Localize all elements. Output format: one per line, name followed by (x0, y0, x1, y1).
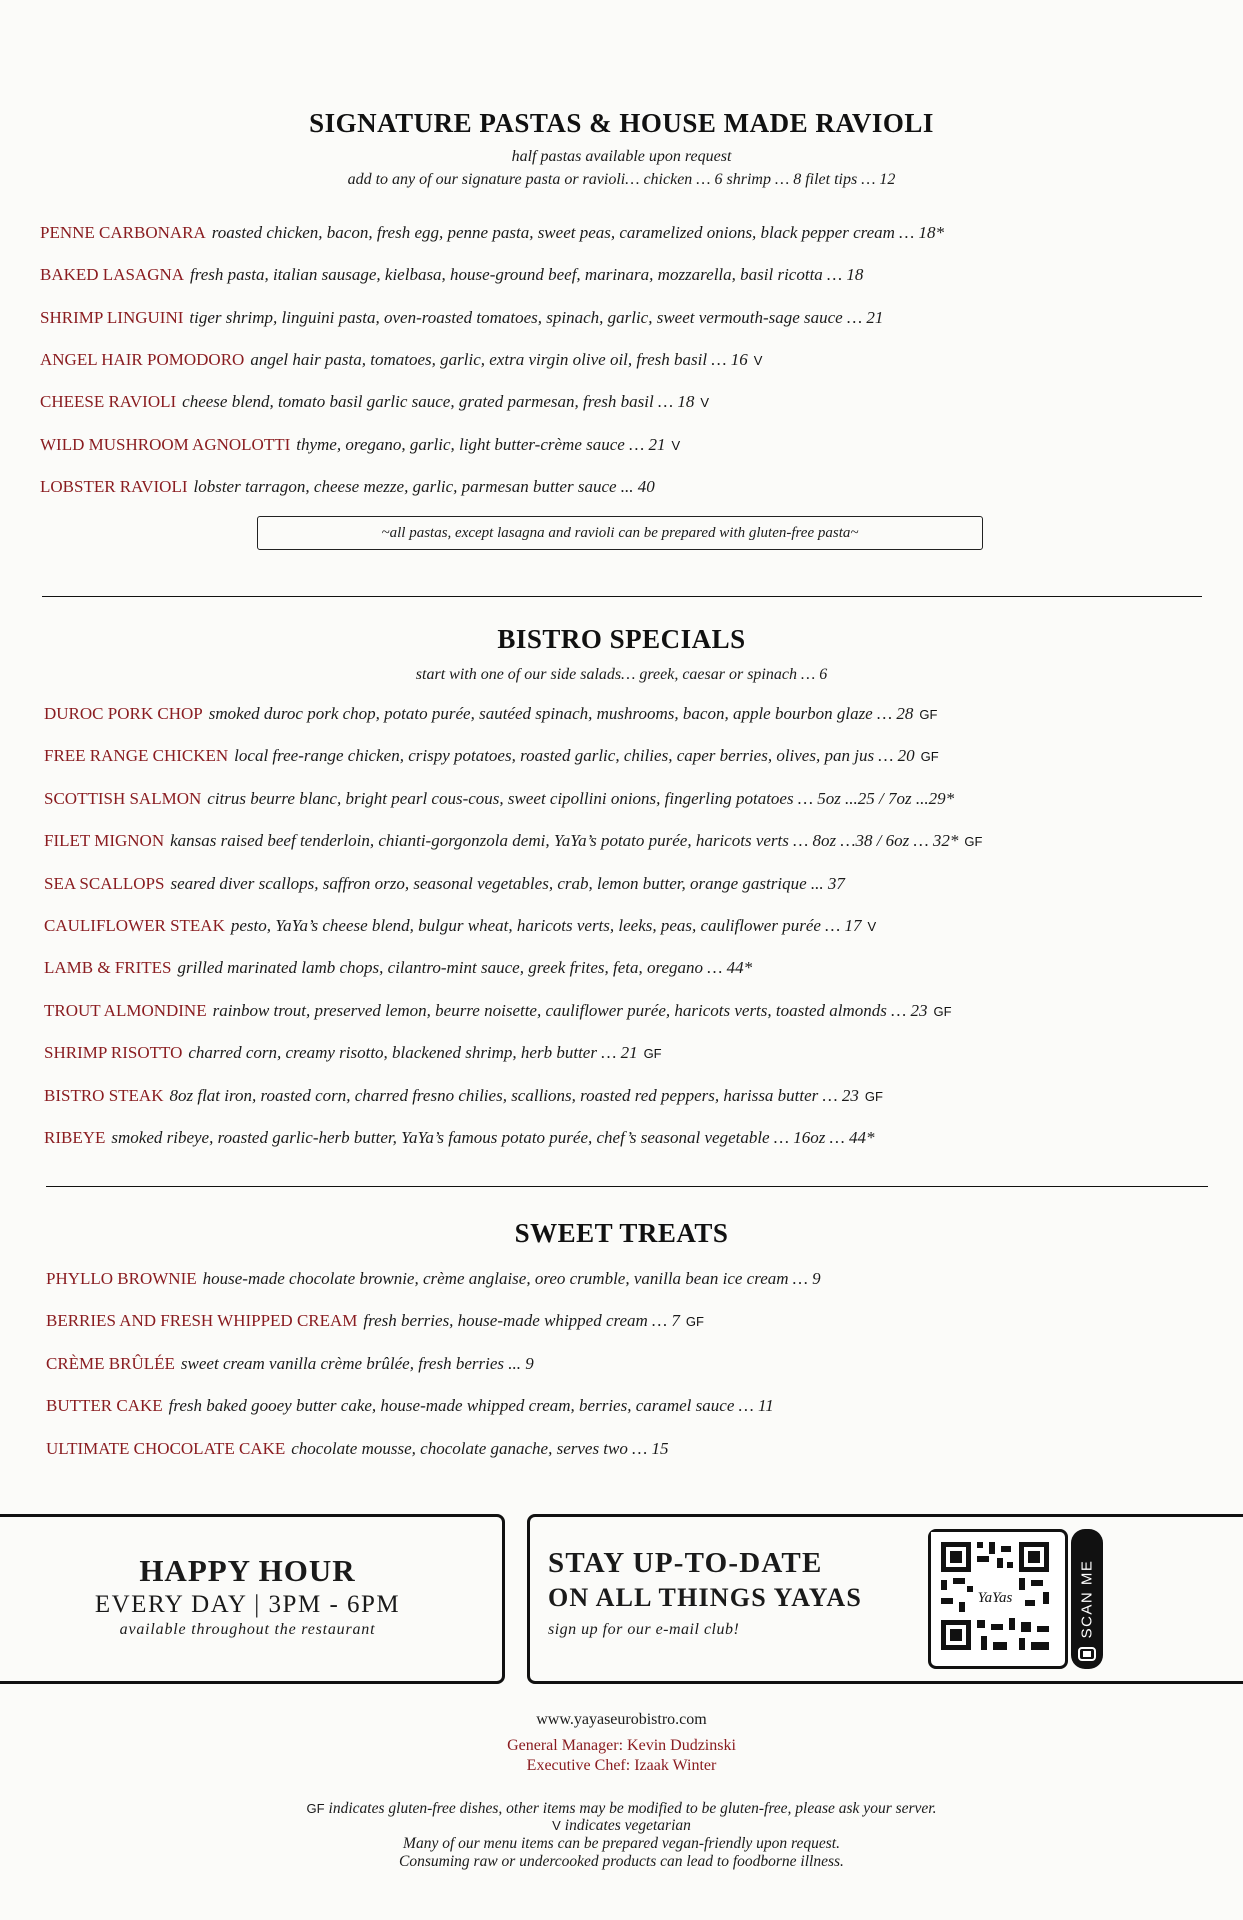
happy-hour-time: EVERY DAY | 3PM - 6PM (94, 1591, 401, 1618)
vegetarian-tag: V (700, 395, 709, 411)
happy-hour-note: available throughout the restaurant (119, 1621, 376, 1638)
menu-item-description: grilled marinated lamb chops, cilantro-mint sauce, greek frites, feta, oregano … 44* (177, 958, 753, 978)
menu-item-description: sweet cream vanilla crème brûlée, fresh berries ... 9 (180, 1353, 534, 1373)
menu-item (40, 265, 863, 285)
menu-item-name: PENNE CARBONARA (40, 223, 206, 242)
menu-item-name: CHEESE RAVIOLI (40, 392, 177, 412)
menu-item-description: 8oz flat iron, roasted corn, charred fresno chilies, scallions, roasted red peppers, harissa butter … 23 (169, 1085, 859, 1105)
menu-item-description: rainbow trout, preserved lemon, beurre noisette, cauliflower purée, haricots verts, toasted almonds … 23 (212, 1000, 928, 1020)
menu-item-name: DUROC PORK CHOP (44, 704, 203, 723)
menu-item-name: WILD MUSHROOM AGNOLOTTI (40, 434, 291, 454)
menu-item-name: BUTTER CAKE (46, 1396, 163, 1416)
menu-item (40, 392, 709, 413)
menu-item-description: cheese blend, tomato basil garlic sauce, grated parmesan, fresh basil … 18 (182, 392, 695, 412)
menu-item (44, 1086, 883, 1107)
scan-me-label: SCAN ME (1078, 1559, 1096, 1639)
menu-item (46, 1354, 534, 1374)
divider-2 (46, 1186, 1208, 1187)
menu-item-name: BISTRO STEAK (44, 1085, 164, 1105)
gluten-free-tag: GF (685, 1314, 704, 1330)
general-manager: General Manager: Kevin Dudzinski (507, 1737, 736, 1754)
email-club-note: sign up for our e-mail club! (548, 1621, 740, 1638)
qr-code-icon (931, 1532, 1059, 1660)
gluten-free-tag: GF (920, 749, 939, 765)
qr-logo: YaYas (977, 1590, 1013, 1606)
raw-food-warning: Consuming raw or undercooked products can lead to foodborne illness. (399, 1853, 844, 1870)
menu-item (40, 308, 883, 328)
menu-item-description: thyme, oregano, garlic, light butter-crème sauce … 21 (296, 434, 666, 454)
phone-icon (1078, 1647, 1096, 1661)
v-legend-text: indicates vegetarian (564, 1817, 691, 1834)
menu-item-description: fresh pasta, italian sausage, kielbasa, house-ground beef, marinara, mozzarella, basil ricotta … 18 (190, 265, 864, 285)
stay-title-2: ON ALL THINGS YAYAS (548, 1583, 863, 1612)
menu-item (40, 350, 762, 371)
happy-hour-title: HAPPY HOUR (139, 1553, 356, 1588)
menu-item-description: smoked duroc pork chop, potato purée, sautéed spinach, mushrooms, bacon, apple bourbon glaze … 28 (208, 704, 914, 723)
menu-item-name: ANGEL HAIR POMODORO (40, 349, 245, 369)
gluten-free-tag: GF (643, 1046, 662, 1062)
menu-item-name: SEA SCALLOPS (44, 873, 165, 893)
menu-item-name: SCOTTISH SALMON (44, 788, 202, 808)
pastas-title: SIGNATURE PASTAS & HOUSE MADE RAVIOLI (309, 108, 934, 138)
menu-item-description: fresh baked gooey butter cake, house-made whipped cream, berries, caramel sauce … 11 (168, 1396, 774, 1416)
pastas-subtitle-1: half pastas available upon request (511, 148, 732, 165)
menu-item (40, 223, 944, 243)
menu-item (40, 477, 655, 497)
menu-item (44, 916, 876, 937)
gf-legend-tag: GF (306, 1801, 325, 1816)
menu-item-description: fresh berries, house-made whipped cream … 7 (363, 1311, 680, 1331)
menu-item-name: CAULIFLOWER STEAK (44, 916, 225, 935)
v-legend-tag: V (552, 1818, 561, 1833)
bistro-title: BISTRO SPECIALS (497, 624, 746, 654)
menu-item (44, 1001, 952, 1022)
menu-item-description: tiger shrimp, linguini pasta, oven-roasted tomatoes, spinach, garlic, sweet vermouth-sage sauce … 21 (189, 307, 884, 327)
qr-code[interactable] (928, 1529, 1068, 1669)
menu-item-name: BAKED LASAGNA (40, 265, 185, 285)
gluten-free-pasta-note: ~all pastas, except lasagna and ravioli can be prepared with gluten-free pasta~ (257, 516, 983, 550)
v-legend (0, 1817, 1243, 1835)
pastas-subtitle-2: add to any of our signature pasta or ravioli… chicken … 6 shrimp … 8 filet tips … 12 (347, 171, 896, 188)
menu-item-description: kansas raised beef tenderloin, chianti-gorgonzola demi, YaYa’s potato purée, haricots verts … 8oz …38 / 6oz … 32* (170, 831, 959, 851)
menu-item-name: SHRIMP LINGUINI (40, 307, 184, 327)
menu-item-description: lobster tarragon, cheese mezze, garlic, parmesan butter sauce ... 40 (193, 476, 655, 496)
stay-title-1: STAY UP-TO-DATE (548, 1547, 823, 1579)
menu-item (46, 1269, 821, 1289)
sweets-title: SWEET TREATS (514, 1218, 729, 1248)
happy-hour-panel (0, 1514, 505, 1684)
menu-item-description: seared diver scallops, saffron orzo, seasonal vegetables, crab, lemon butter, orange gastrique ... 37 (170, 873, 845, 893)
gluten-free-tag: GF (933, 1003, 952, 1019)
vegan-note: Many of our menu items can be prepared vegan-friendly upon request. (403, 1835, 840, 1852)
gluten-free-tag: GF (919, 707, 938, 722)
menu-item-name: RIBEYE (44, 1128, 106, 1147)
gluten-free-tag: GF (864, 1088, 883, 1104)
menu-item-description: charred corn, creamy risotto, blackened shrimp, herb butter … 21 (188, 1043, 638, 1063)
menu-item-description: citrus beurre blanc, bright pearl cous-cous, sweet cipollini onions, fingerling potatoes … 5oz ...25 / 7oz ...29* (207, 788, 955, 808)
menu-item-name: PHYLLO BROWNIE (46, 1269, 197, 1288)
menu-item-name: FILET MIGNON (44, 831, 165, 851)
menu-item (46, 1396, 774, 1416)
menu-item (46, 1439, 669, 1459)
menu-item (44, 874, 845, 894)
menu-item-description: smoked ribeye, roasted garlic-herb butter, YaYa’s famous potato purée, chef’s seasonal vegetable … 16oz … 44* (111, 1128, 875, 1147)
menu-item-description: roasted chicken, bacon, fresh egg, penne pasta, sweet peas, caramelized onions, black pepper cream … 18* (211, 223, 945, 242)
menu-item-description: chocolate mousse, chocolate ganache, serves two … 15 (291, 1438, 669, 1458)
menu-item-description: angel hair pasta, tomatoes, garlic, extra virgin olive oil, fresh basil … 16 (250, 349, 748, 369)
vegetarian-tag: V (867, 919, 877, 934)
menu-item-name: LAMB & FRITES (44, 958, 172, 978)
menu-item (44, 704, 937, 725)
menu-item-description: local free-range chicken, crispy potatoes, roasted garlic, chilies, caper berries, olives, pan jus … 20 (234, 746, 915, 766)
menu-item-name: BERRIES AND FRESH WHIPPED CREAM (46, 1311, 358, 1331)
divider-1 (42, 596, 1202, 597)
menu-item (44, 958, 752, 978)
menu-item (44, 789, 954, 809)
bistro-subtitle: start with one of our side salads… greek, caesar or spinach … 6 (415, 666, 828, 683)
menu-item (44, 1043, 662, 1064)
menu-item-description: pesto, YaYa’s cheese blend, bulgur wheat, haricots verts, leeks, peas, cauliflower purée … 17 (230, 916, 862, 935)
gluten-free-tag: GF (964, 834, 983, 850)
gf-legend (0, 1800, 1243, 1818)
menu-item-description: house-made chocolate brownie, crème anglaise, oreo crumble, vanilla bean ice cream … 9 (202, 1269, 821, 1288)
website[interactable]: www.yayaseurobistro.com (536, 1711, 707, 1728)
menu-item (46, 1311, 704, 1332)
menu-item-name: ULTIMATE CHOCOLATE CAKE (46, 1438, 286, 1458)
menu-item-name: CRÈME BRÛLÉE (46, 1353, 175, 1373)
menu-item-name: TROUT ALMONDINE (44, 1000, 207, 1020)
menu-item (40, 435, 680, 456)
menu-item (44, 746, 939, 767)
menu-item-name: SHRIMP RISOTTO (44, 1043, 183, 1063)
scan-me-tab[interactable] (1071, 1529, 1103, 1669)
executive-chef: Executive Chef: Izaak Winter (526, 1757, 717, 1774)
vegetarian-tag: V (671, 437, 681, 453)
vegetarian-tag: V (753, 352, 763, 368)
email-club-panel (527, 1514, 1243, 1684)
menu-item (44, 1128, 874, 1148)
menu-item (44, 831, 982, 852)
gf-legend-text: indicates gluten-free dishes, other items may be modified to be gluten-free, please ask your server. (328, 1800, 937, 1817)
menu-item-name: LOBSTER RAVIOLI (40, 476, 188, 496)
menu-item-name: FREE RANGE CHICKEN (44, 746, 229, 766)
